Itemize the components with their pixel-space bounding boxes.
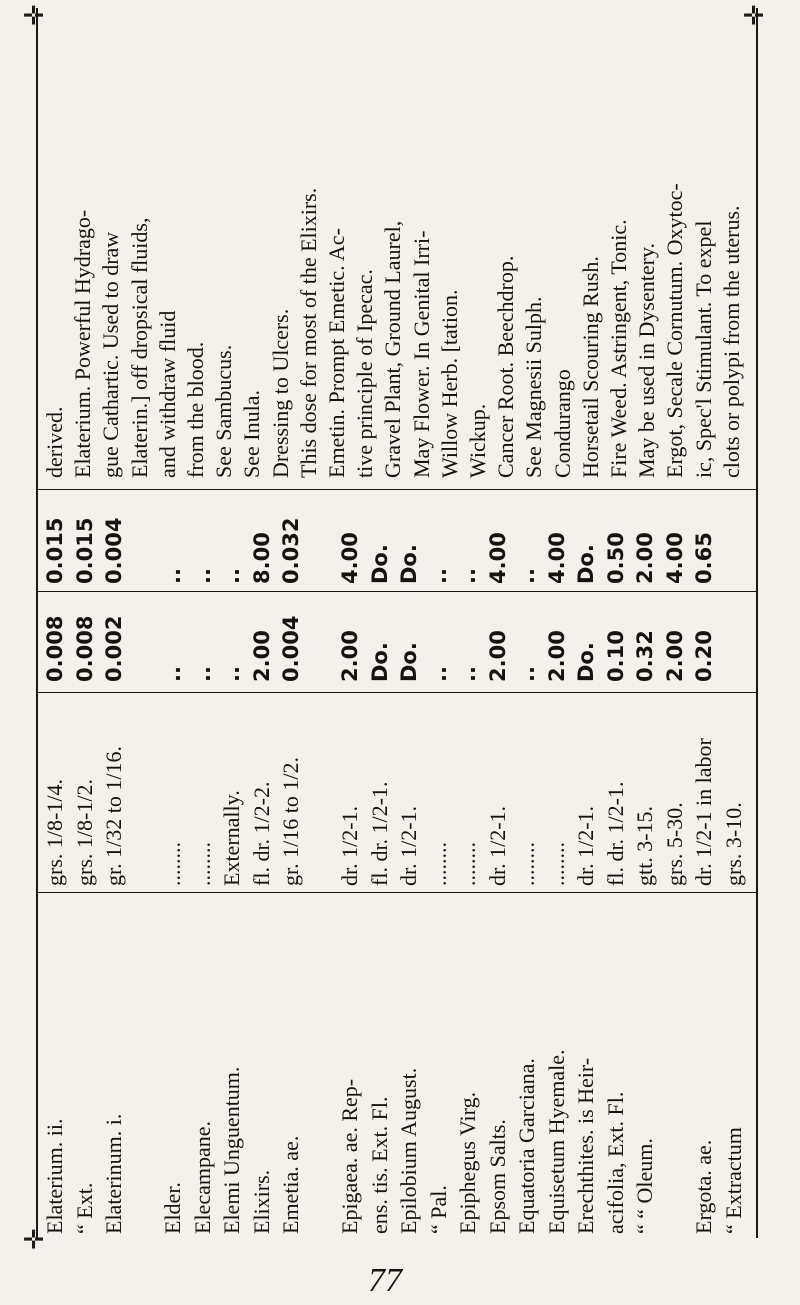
grams-max-entry: 0.004	[102, 517, 126, 584]
dose-entry: ........	[514, 842, 539, 886]
dose-entry: fl. dr. 1/2-2.	[248, 781, 274, 886]
description-entry: See Magnesii Sulph.	[521, 296, 547, 478]
description-entry: See Inula.	[239, 390, 265, 478]
grams-min-entry: 2.00	[485, 630, 510, 682]
grams-max-entry: 0.015	[72, 517, 97, 584]
description-entry: Emetin. Prompt Emetic. Ac-	[324, 228, 349, 478]
description-entry: May Flower. In Genital Irri-	[408, 230, 434, 478]
grams-min-entry: ..	[426, 666, 451, 682]
description-entry: Gravel Plant, Ground Laurel,	[380, 220, 406, 478]
grams-max-entry: Do.	[397, 544, 421, 584]
grams-max-entry: Do.	[574, 544, 598, 584]
description-entry: ic, Spec'l Stimulant. To expel	[690, 220, 716, 478]
drug-name-entry: Elemi Unguentum.	[219, 1066, 244, 1234]
description-entry: Dressing to Ulcers.	[267, 308, 293, 478]
drug-name-entry: Erechthites. is Heir-	[573, 1057, 598, 1234]
drug-name-entry: Equatoria Garciana.	[514, 1058, 539, 1234]
description-entry: May be used in Dysentery.	[634, 242, 660, 478]
grams-max-entry: 4.00	[662, 532, 687, 584]
grams-max-entry: 0.65	[692, 532, 716, 584]
grams-min-entry: ..	[161, 666, 185, 682]
grams-min-entry: 0.008	[72, 615, 97, 682]
page-number: 77	[368, 1262, 402, 1299]
description-entry: Fire Weed. Astringent, Tonic.	[606, 219, 631, 478]
dose-entry: dr. 1/2-1.	[484, 805, 510, 886]
description-entry: This dose for most of the Elixirs.	[295, 187, 321, 478]
drug-name-entry: Elder.	[160, 1182, 185, 1234]
grams-max-entry: 0.50	[603, 532, 628, 584]
registration-mark-icon: ✛	[20, 4, 50, 26]
grams-min-entry: 0.32	[633, 630, 657, 682]
grams-min-entry: ..	[456, 666, 480, 682]
grams-min-entry: 2.00	[249, 630, 274, 682]
dose-entry: grs. 3-10.	[720, 802, 746, 886]
drug-name-entry: Equisetum Hyemale.	[543, 1049, 569, 1234]
grams-max-entry: ..	[220, 568, 244, 584]
grams-max-entry: ..	[190, 568, 215, 584]
description-entry: clots or polypi from the uterus.	[718, 205, 744, 478]
drug-name-entry: “ Extractum	[720, 1127, 746, 1234]
drug-name-entry: ens. tis. Ext. Fl.	[366, 1096, 392, 1234]
grams-min-entry: 0.008	[43, 615, 67, 682]
description-entry: Ergot, Secale Cornutum. Oxytoc-	[662, 183, 688, 478]
drug-name-entry: acifolia, Ext. Fl.	[602, 1091, 628, 1234]
dose-entry: grs. 1/8-1/4.	[42, 779, 67, 886]
column-divider	[36, 489, 756, 490]
drug-name-entry: Elecampane.	[189, 1121, 215, 1234]
column-divider	[36, 591, 756, 592]
drug-name-entry: Ergota. ae.	[691, 1139, 716, 1234]
grams-min-entry: 2.00	[544, 630, 569, 682]
drug-name-entry: “ Pal.	[425, 1185, 451, 1234]
description-entry: from the blood.	[183, 341, 208, 478]
grams-max-entry: ..	[456, 568, 480, 584]
dose-entry: fl. dr. 1/2-1.	[366, 781, 392, 886]
grams-max-entry: ..	[161, 568, 185, 584]
column-divider	[36, 692, 756, 693]
grams-max-entry: ..	[426, 568, 451, 584]
description-entry: gue Cathartic. Used to draw	[98, 231, 124, 478]
grams-min-entry: 0.10	[603, 630, 628, 682]
dose-entry: dr. 1/2-1.	[337, 805, 362, 886]
dose-entry: ........	[189, 842, 215, 886]
dose-entry: ........	[455, 842, 480, 886]
grams-max-entry: 4.00	[485, 532, 510, 584]
dose-entry: dr. 1/2-1 in labor	[691, 738, 716, 886]
description-entry: Wickup.	[465, 403, 490, 478]
dose-entry: gr. 1/16 to 1/2.	[278, 757, 303, 886]
drug-name-entry: Epilobium August.	[396, 1067, 421, 1234]
registration-mark-icon: ✛	[740, 4, 770, 26]
dose-entry: gtt. 3-15.	[632, 805, 657, 886]
drug-name-entry: Epsom Salts.	[484, 1119, 510, 1234]
dose-entry: grs. 1/8-1/2.	[71, 779, 97, 886]
grams-min-entry: Do.	[574, 642, 598, 682]
grams-max-entry: 0.015	[43, 517, 67, 584]
dose-entry: ........	[543, 842, 569, 886]
description-entry: Cancer Root. Beechdrop.	[493, 255, 519, 478]
grams-max-entry: 4.00	[338, 532, 362, 584]
grams-min-entry: 2.00	[662, 630, 687, 682]
registration-mark-icon: ✛	[20, 1228, 50, 1250]
dose-entry: Externally.	[219, 790, 244, 886]
description-entry: and withdraw fluid	[154, 310, 180, 478]
dose-entry: grs. 5-30.	[661, 802, 687, 886]
dose-entry: dr. 1/2-1.	[396, 805, 421, 886]
grams-max-entry: Do.	[367, 544, 392, 584]
dose-entry: ........	[160, 842, 185, 886]
drug-name-entry: Elixirs.	[248, 1169, 274, 1234]
description-entry: Elaterium. Powerful Hydrago-	[70, 209, 96, 478]
dose-entry: fl. dr. 1/2-1.	[602, 781, 628, 886]
grams-min-entry: ..	[220, 666, 244, 682]
grams-min-entry: Do.	[397, 642, 421, 682]
description-entry: tive principle of Ipecac.	[352, 269, 378, 478]
dose-entry: dr. 1/2-1.	[573, 805, 598, 886]
grams-min-entry: 0.004	[279, 615, 303, 682]
rotated-page	[20, 4, 770, 1250]
description-entry: Horsetail Scouring Rush.	[577, 256, 603, 478]
drug-name-entry: Epigaea. ae. Rep-	[337, 1078, 362, 1234]
grams-min-entry: 0.002	[102, 615, 126, 682]
drug-name-entry: Emetia. ae.	[278, 1135, 303, 1234]
grams-max-entry: 2.00	[633, 532, 657, 584]
grams-min-entry: Do.	[367, 642, 392, 682]
description-entry: Willow Herb. [tation.	[436, 289, 462, 478]
description-entry: derived.	[42, 406, 67, 478]
grams-max-entry: 4.00	[544, 532, 569, 584]
description-entry: Condurango	[549, 369, 575, 478]
grams-min-entry: ..	[190, 666, 215, 682]
drug-name-entry: Elaterinum. i.	[101, 1113, 126, 1234]
description-entry: See Sambucus.	[211, 344, 237, 478]
top-rule	[36, 8, 38, 1238]
column-divider	[36, 892, 756, 893]
grams-max-entry: ..	[515, 568, 539, 584]
dose-entry: ........	[425, 842, 451, 886]
grams-min-entry: 0.20	[692, 630, 716, 682]
grams-max-entry: 0.032	[279, 517, 303, 584]
description-entry: Elaterin.] off dropsical fluids,	[126, 217, 152, 478]
grams-max-entry: 8.00	[249, 532, 274, 584]
drug-name-entry: Epiphegus Virg.	[455, 1091, 480, 1234]
drug-name-entry: “ “ Oleum.	[632, 1138, 657, 1234]
drug-name-entry: Elaterium. ii.	[42, 1118, 67, 1234]
dose-entry: gr. 1/32 to 1/16.	[101, 746, 126, 886]
drug-name-entry: “ Ext.	[71, 1182, 97, 1234]
bottom-rule	[756, 8, 758, 1238]
grams-min-entry: ..	[515, 666, 539, 682]
grams-min-entry: 2.00	[338, 630, 362, 682]
